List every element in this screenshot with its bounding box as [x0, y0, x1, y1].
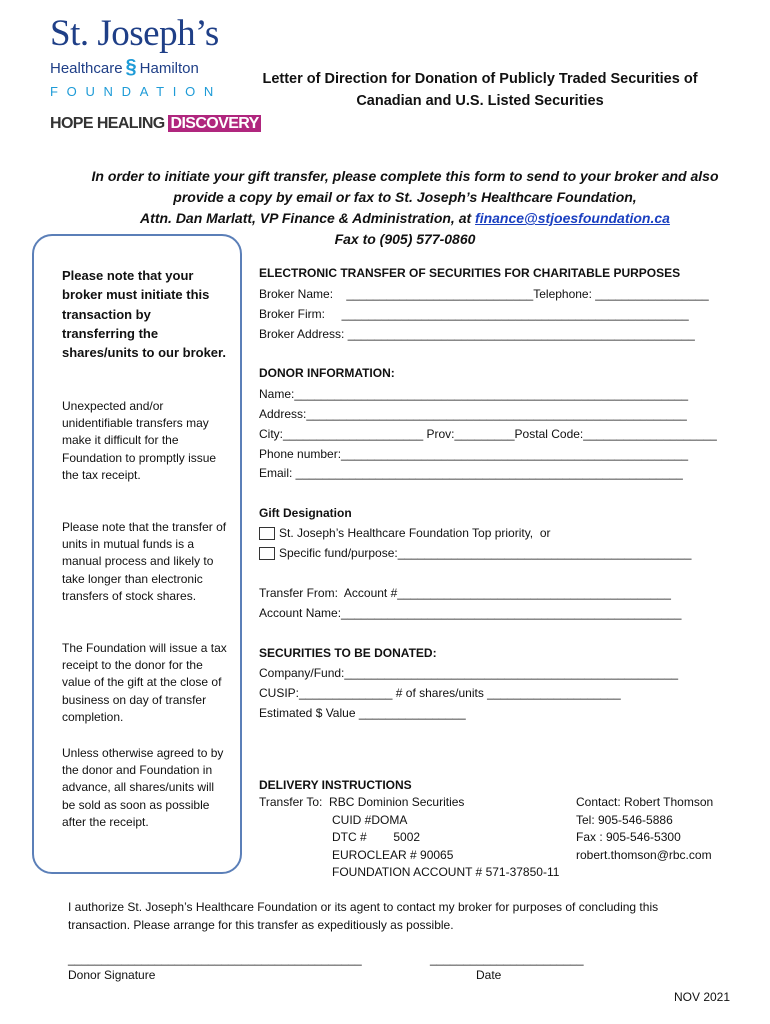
broker-name-field[interactable]: Broker Name: ____________________________Telephone: _________________ — [259, 287, 709, 301]
logo-subline — [50, 56, 199, 79]
donor-address-field[interactable]: Address:_________________________________________________________ — [259, 407, 687, 421]
date-label: Date — [476, 968, 502, 982]
top-priority-checkbox[interactable] — [259, 527, 275, 540]
donor-phone-field[interactable]: Phone number:____________________________________________________ — [259, 447, 689, 461]
date-line[interactable]: _______________________ — [430, 952, 584, 966]
delivery-instructions-heading: DELIVERY INSTRUCTIONS — [259, 778, 412, 792]
donor-name-field[interactable]: Name:___________________________________________________________ — [259, 387, 689, 401]
title-line-2: Canadian and U.S. Listed Securities — [356, 93, 604, 109]
document-title — [240, 68, 720, 112]
delivery-cuid: CUID #DOMA — [332, 813, 408, 827]
logo-hamilton: Hamilton — [139, 60, 199, 77]
sidebar-note-mutual-funds: Please note that the transfer of units in mutual funds is a manual process and likely to take longer than electronic transfers of stock shares. — [62, 520, 227, 603]
tag-discovery: DISCOVERY — [170, 115, 259, 132]
gift-option-top-priority[interactable] — [259, 526, 550, 540]
delivery-foundation-account: FOUNDATION ACCOUNT # 571-37850-11 — [332, 865, 560, 879]
donor-info-heading: DONOR INFORMATION: — [259, 366, 395, 380]
intro-line-3 — [40, 208, 770, 229]
tag-healing: HEALING — [96, 115, 165, 132]
delivery-tel: Tel: 905-546-5886 — [576, 813, 673, 827]
title-line-1: Letter of Direction for Donation of Publicly Traded Securities of — [262, 71, 698, 87]
donor-email-field[interactable]: Email: __________________________________________________________ — [259, 466, 683, 480]
delivery-transfer-to: Transfer To: RBC Dominion Securities — [259, 795, 465, 809]
logo-healthcare: Healthcare — [50, 60, 123, 77]
cusip-shares-field[interactable]: CUSIP:______________ # of shares/units ____________________ — [259, 686, 621, 700]
specific-fund-checkbox[interactable] — [259, 547, 275, 560]
sidebar-broker-note: Please note that your broker must initiate this transaction by transferring the shares/units to our broker. — [62, 268, 226, 361]
gift-option-specific-fund[interactable] — [259, 546, 691, 560]
intro-attn: Attn. Dan Marlatt, VP Finance & Administration, at — [140, 210, 476, 226]
tag-hope: HOPE — [50, 115, 93, 132]
authorization-line-2: transaction. Please arrange for this transfer as expeditiously as possible. — [68, 918, 454, 932]
gift-designation-heading: Gift Designation — [259, 506, 352, 520]
securities-heading: SECURITIES TO BE DONATED: — [259, 646, 437, 660]
intro-fax: Fax to (905) 577-0860 — [334, 231, 476, 247]
intro-line-1: In order to initiate your gift transfer, please complete this form to send to your broker and also — [91, 168, 719, 184]
delivery-contact: Contact: Robert Thomson — [576, 795, 714, 809]
company-fund-field[interactable]: Company/Fund:__________________________________________________ — [259, 666, 679, 680]
account-name-field[interactable]: Account Name:___________________________________________________ — [259, 606, 682, 620]
donor-city-prov-postal-field[interactable]: City:_____________________ Prov:_________Postal Code:____________________ — [259, 427, 717, 441]
form-revision-date: NOV 2021 — [674, 990, 731, 1004]
transfer-from-account-field[interactable]: Transfer From: Account #_________________________________________ — [259, 586, 671, 600]
donor-signature-label: Donor Signature — [68, 968, 156, 982]
authorization-line-1: I authorize St. Joseph’s Healthcare Foundation or its agent to contact my broker for purposes of concluding this — [68, 900, 659, 914]
electronic-transfer-heading: ELECTRONIC TRANSFER OF SECURITIES FOR CHARITABLE PURPOSES — [259, 266, 681, 280]
broker-address-field[interactable]: Broker Address: ____________________________________________________ — [259, 327, 695, 341]
specific-fund-label: Specific fund/purpose:____________________________________________ — [279, 546, 692, 560]
delivery-dtc: DTC # 5002 — [332, 830, 421, 844]
broker-firm-field[interactable]: Broker Firm: ____________________________________________________ — [259, 307, 689, 321]
logo-mark-icon: § — [125, 56, 137, 78]
delivery-euroclear: EUROCLEAR # 90065 — [332, 848, 454, 862]
logo-tagline — [50, 115, 261, 133]
sidebar-note-tax-receipt: The Foundation will issue a tax receipt to the donor for the value of the gift at the close of business on day of transfer completion. — [62, 641, 227, 724]
authorization-text — [68, 898, 658, 934]
donor-signature-line[interactable]: ____________________________________________ — [68, 952, 362, 966]
intro-line-2: provide a copy by email or fax to St. Joseph’s Healthcare Foundation, — [173, 189, 637, 205]
finance-email-link[interactable]: finance@stjoesfoundation.ca — [475, 210, 670, 226]
estimated-value-field[interactable]: Estimated $ Value ________________ — [259, 706, 466, 720]
sidebar-note-unexpected: Unexpected and/or unidentifiable transfers may make it difficult for the Foundation to promptly issue the tax receipt. — [62, 399, 217, 482]
delivery-email: robert.thomson@rbc.com — [576, 848, 712, 862]
logo-foundation: FOUNDATION — [50, 84, 222, 99]
delivery-fax: Fax : 905-546-5300 — [576, 830, 681, 844]
sidebar-note-sale: Unless otherwise agreed to by the donor and Foundation in advance, all shares/units will be sold as soon as possible after the receipt. — [62, 746, 224, 829]
logo-wordmark: St. Joseph’s — [50, 13, 219, 54]
top-priority-label: St. Joseph’s Healthcare Foundation Top priority, or — [279, 526, 551, 540]
